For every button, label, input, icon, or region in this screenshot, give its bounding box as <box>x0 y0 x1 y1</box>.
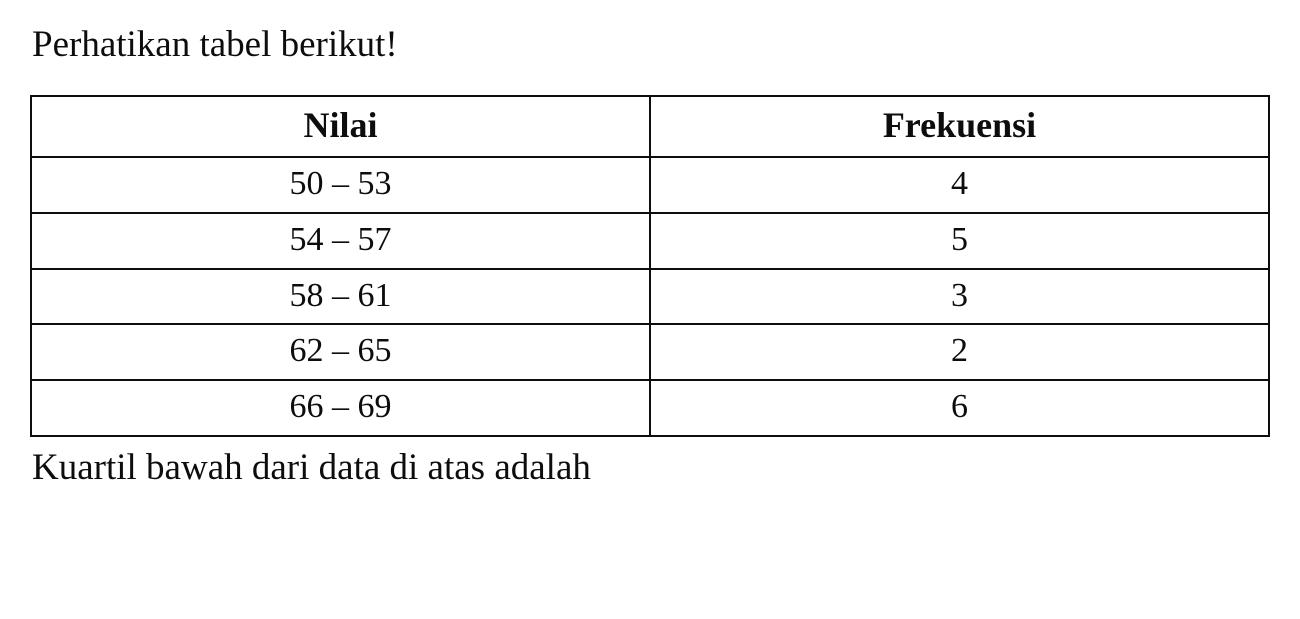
question-text: Kuartil bawah dari data di atas adalah <box>32 446 591 488</box>
table-row <box>31 269 1269 325</box>
cell-nilai: 66 – 69 <box>31 380 650 436</box>
cell-frekuensi: 3 <box>650 269 1269 325</box>
table-row <box>31 157 1269 213</box>
column-header-frekuensi: Frekuensi <box>650 96 1269 158</box>
table-row <box>31 324 1269 380</box>
table-body <box>31 157 1269 435</box>
cell-frekuensi: 4 <box>650 157 1269 213</box>
cell-nilai: 58 – 61 <box>31 269 650 325</box>
cell-nilai: 50 – 53 <box>31 157 650 213</box>
table-row <box>31 380 1269 436</box>
table-row <box>31 213 1269 269</box>
cell-nilai: 62 – 65 <box>31 324 650 380</box>
cell-frekuensi: 5 <box>650 213 1269 269</box>
intro-text: Perhatikan tabel berikut! <box>32 24 398 65</box>
column-header-nilai: Nilai <box>31 96 650 158</box>
cell-frekuensi: 6 <box>650 380 1269 436</box>
frequency-table <box>30 95 1270 437</box>
table-header-row <box>31 96 1269 158</box>
table-header <box>31 96 1269 158</box>
cell-nilai: 54 – 57 <box>31 213 650 269</box>
cell-frekuensi: 2 <box>650 324 1269 380</box>
